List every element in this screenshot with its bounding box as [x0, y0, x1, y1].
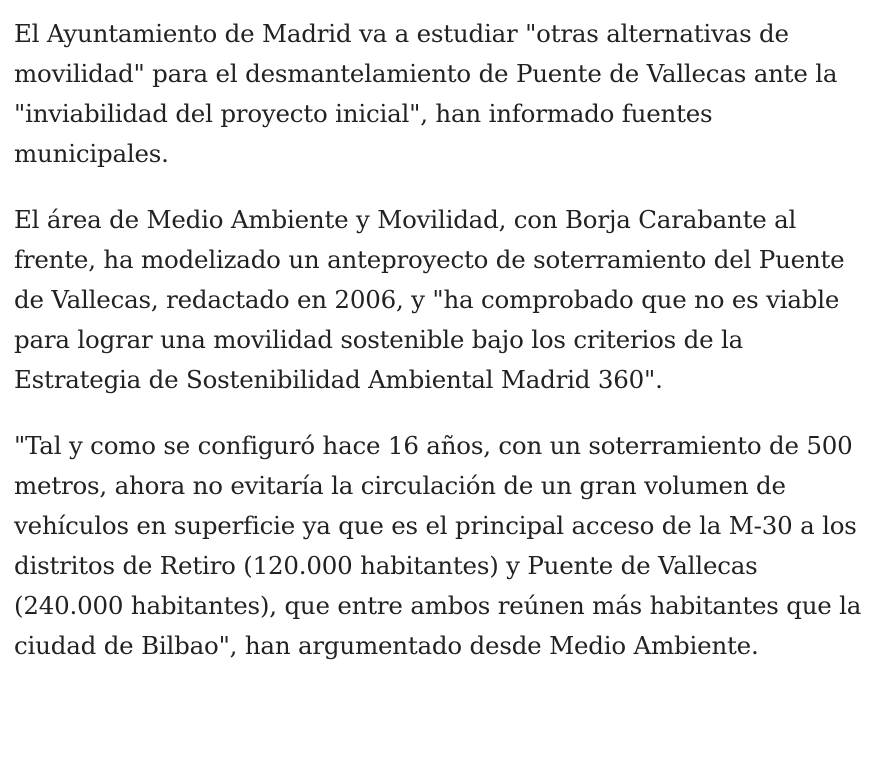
article-paragraph-3: "Tal y como se configuró hace 16 años, con un soterramiento de 500 metros, ahora no evitaría la circulación de un gran volumen de vehículos en superficie ya que es el principal acceso de la M-30 a los distritos de Retiro (120.000 habitantes) y Puente de Vallecas (240.000 habitantes), que entre ambos reúnen más habitantes que la ciudad de Bilbao", han argumentado desde Medio Ambiente.	[14, 431, 862, 660]
article-paragraph-1: El Ayuntamiento de Madrid va a estudiar "otras alternativas de movilidad" para el desmantelamiento de Puente de Vallecas ante la "inviabilidad del proyecto inicial", han informado fuentes municipales.	[14, 19, 838, 168]
article-paragraph-2: El área de Medio Ambiente y Movilidad, con Borja Carabante al frente, ha modelizado un anteproyecto de soterramiento del Puente de Vallecas, redactado en 2006, y "ha comprobado que no es viable para lograr una movilidad sostenible bajo los criterios de la Estrategia de Sostenibilidad Ambiental Madrid 360".	[14, 205, 845, 394]
